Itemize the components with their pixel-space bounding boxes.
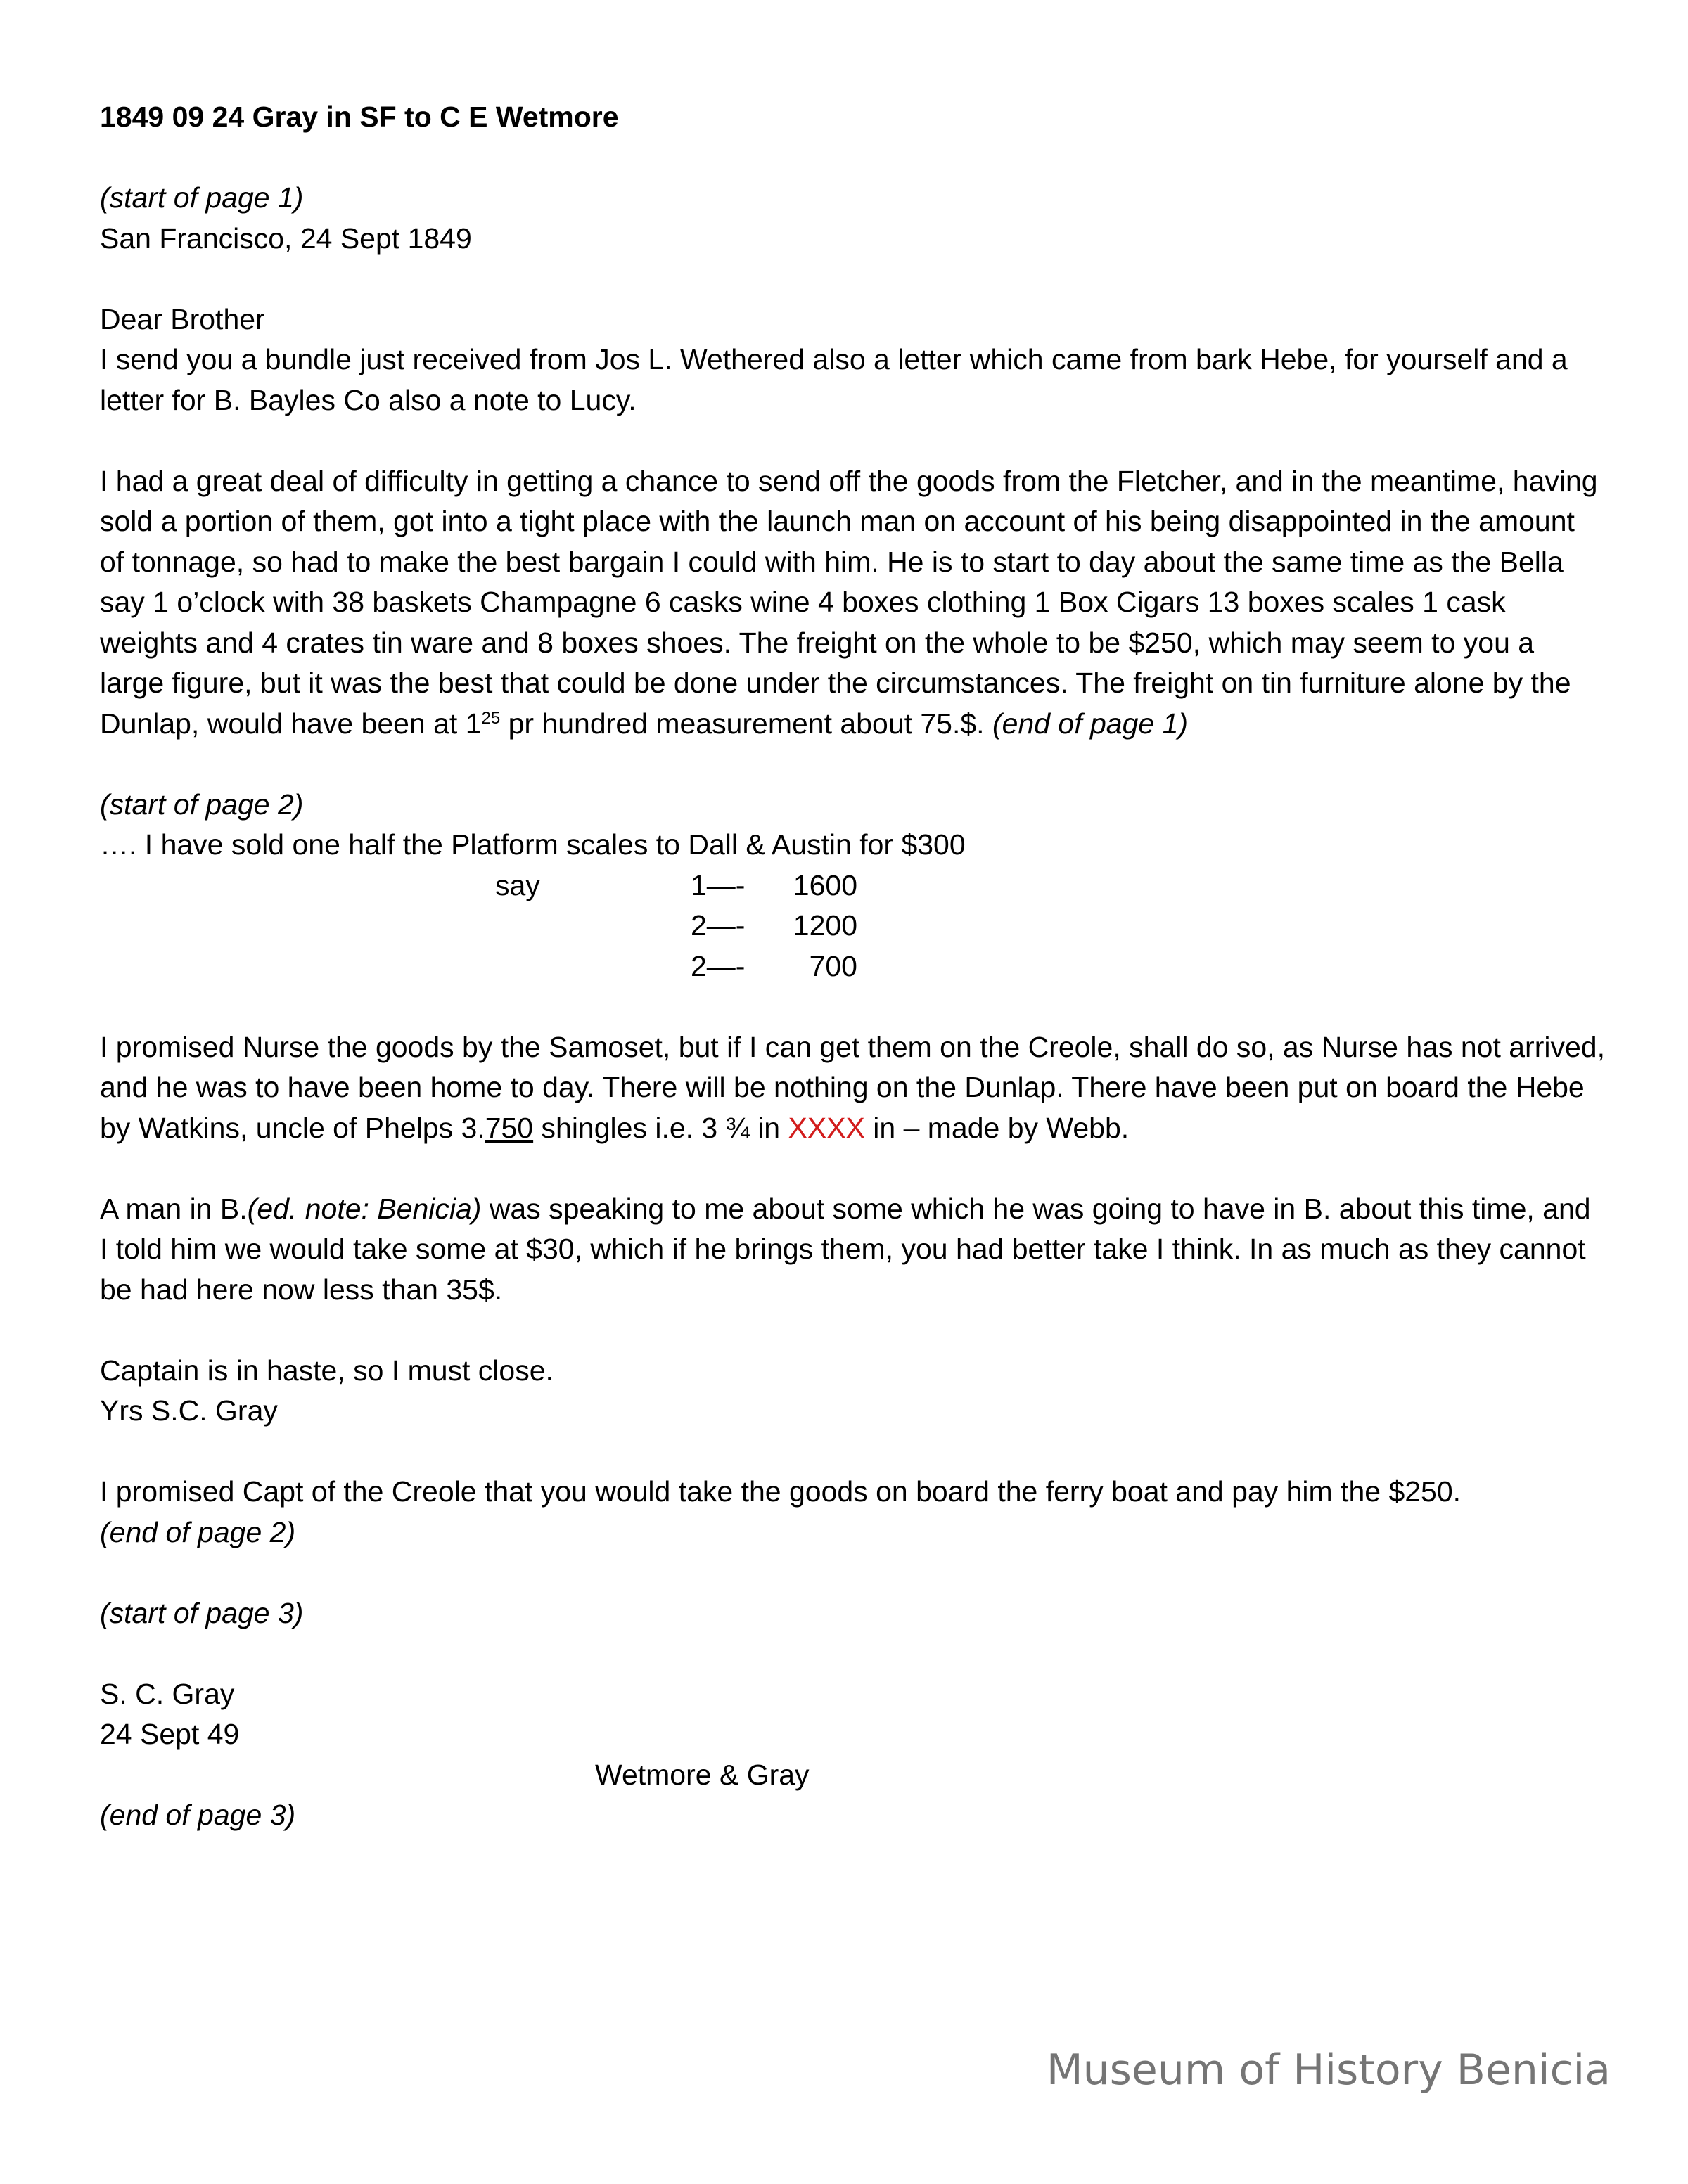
paragraph-nurse [100, 1027, 1605, 1149]
paragraph-nurse-end: in – made by Webb. [864, 1111, 1130, 1144]
page3-end-marker: (end of page 3) [100, 1799, 296, 1831]
illegible-marker: XXXX [788, 1111, 865, 1144]
table-count: 2—- [691, 949, 746, 982]
museum-watermark: Museum of History Benicia [1046, 2045, 1611, 2095]
editor-note: (ed. note: Benicia) [247, 1192, 482, 1225]
table-count: 2—- [691, 909, 746, 942]
salutation: Dear Brother [100, 302, 265, 335]
underlined-quantity: 750 [485, 1111, 534, 1144]
scales-table [100, 866, 1605, 987]
page2-end-marker: (end of page 2) [100, 1515, 296, 1548]
paragraph-nurse-text: I promised Nurse the goods by the Samoset, but if I can get them on the Creole, shall do so, as Nurse has not arrived, and he was to have been home to day. There will be nothing on the Dunlap. There have been put on board the Hebe by Watkins, uncle of Phelps 3. [100, 1030, 1605, 1144]
paragraph-freight-text: I had a great deal of difficulty in getting a chance to send off the goods from the Fletcher, and in the meantime, having sold a portion of them, got into a tight place with the launch man on account of his being disappointed in the amount of tonnage, so had to make the best bargain I could with him. He is to start to day about the same time as the Bella say 1 o’clock with 38 baskets Champagne 6 casks wine 4 boxes clothing 1 Box Cigars 13 boxes scales 1 cask weights and 4 crates tin ware and 8 boxes shoes. The freight on the whole to be $250, which may seem to you a large figure, but it was the best that could be done under the circumstances. The freight on tin furniture alone by the Dunlap, would have been at 1 [100, 464, 1598, 740]
paragraph-man-rest: was speaking to me about some which he was going to have in B. about this time, and I told him we would take some at $30, which if he brings them, you had better take I think. In as much as they cannot be had here now less than 35$. [100, 1192, 1591, 1306]
page1-start-marker: (start of page 1) [100, 181, 304, 214]
table-amount: 700 [809, 949, 857, 982]
paragraph-man-start: A man in B. [100, 1192, 248, 1225]
paragraph-nurse-mid: shingles i.e. 3 ¾ in [533, 1111, 788, 1144]
scales-sale-line: …. I have sold one half the Platform scales to Dall & Austin for $300 [100, 828, 966, 861]
table-count: 1—- [691, 868, 746, 901]
freight-rate-superscript: 25 [481, 708, 501, 728]
page2-start-marker: (start of page 2) [100, 788, 304, 821]
paragraph-freight-end: pr hundred measurement about 75.$. [500, 707, 992, 740]
firm-name: Wetmore & Gray [595, 1758, 810, 1791]
page3-date: 24 Sept 49 [100, 1718, 240, 1750]
paragraph-freight [100, 461, 1605, 745]
page1-end-marker: (end of page 1) [992, 707, 1189, 740]
place-date: San Francisco, 24 Sept 1849 [100, 221, 472, 255]
postscript: I promised Capt of the Creole that you would take the goods on board the ferry boat and pay him the $250. [100, 1475, 1462, 1508]
table-amount: 1600 [793, 868, 857, 901]
table-say-label: say [495, 868, 540, 901]
page3-name: S. C. Gray [100, 1677, 235, 1710]
page3-start-marker: (start of page 3) [100, 1596, 304, 1629]
letter-transcript [100, 97, 1605, 1836]
table-amount: 1200 [793, 909, 857, 942]
closing-line: Captain is in haste, so I must close. [100, 1354, 554, 1387]
paragraph-bundle: I send you a bundle just received from Jos L. Wethered also a letter which came from bark Hebe, for yourself and a letter for B. Bayles Co also a note to Lucy. [100, 343, 1568, 416]
signature: Yrs S.C. Gray [100, 1394, 278, 1427]
document-title: 1849 09 24 Gray in SF to C E Wetmore [100, 101, 619, 133]
paragraph-man-in-benicia [100, 1189, 1605, 1311]
